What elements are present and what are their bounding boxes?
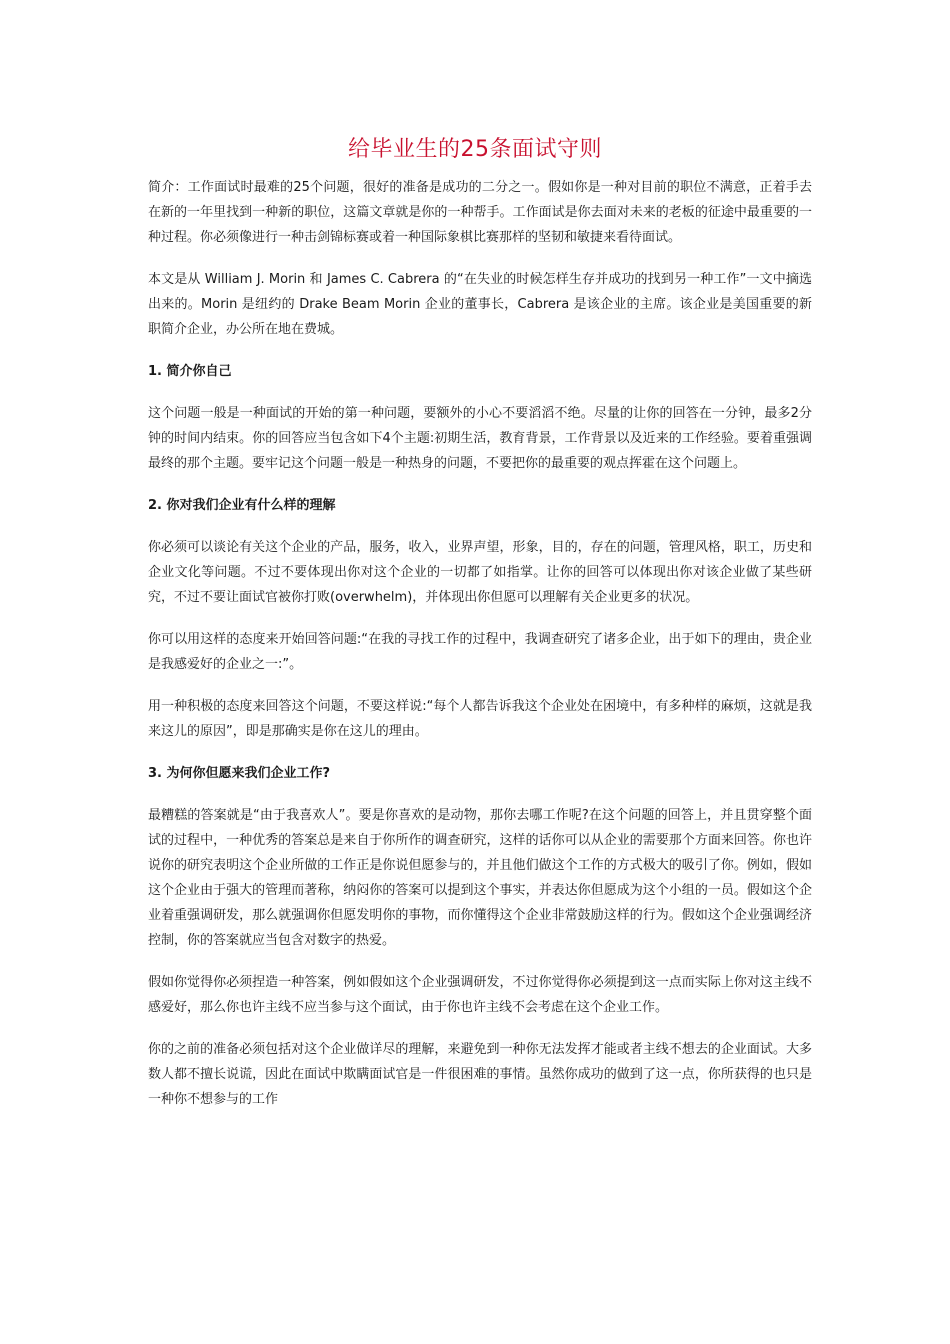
section-2-paragraph-2: 你可以用这样的态度来开始回答问题:“在我的寻找工作的过程中，我调查研究了诸多企业，出于如下的理由，贵企业是我感爱好的企业之一:”。 xyxy=(148,632,812,672)
section-2-paragraph-1: 你必须可以谈论有关这个企业的产品，服务，收入，业界声望，形象，目的，存在的问题，管理风格，职工，历史和企业文化等问题。不过不要体现出你对这个企业的一切都了如指掌。让你的回答可以体现出你对该企业做了某些研究，不过不要让面试官被你打败(overwhelm)，并体现出你但愿可以理解有关企业更多的状况。 xyxy=(148,540,812,605)
intro-paragraph: 简介：工作面试时最难的25个问题，很好的准备是成功的二分之一。假如你是一种对目前的职位不满意，正着手去在新的一年里找到一种新的职位，这篇文章就是你的一种帮手。工作面试是你去面对未来的老板的征途中最重要的一种过程。你必须像进行一种击剑锦标赛或着一种国际象棋比赛那样的坚韧和敏捷来看待面试。 xyxy=(148,180,812,245)
section-heading-3: 3. 为何你但愿来我们企业工作? xyxy=(148,766,331,781)
document-body xyxy=(148,175,812,1129)
section-2-paragraph-3: 用一种积极的态度来回答这个问题，不要这样说:“每个人都告诉我这个企业处在困境中，有多种样的麻烦，这就是我来这儿的原因”，即是那确实是你在这儿的理由。 xyxy=(148,699,812,739)
section-1-paragraph-1: 这个问题一般是一种面试的开始的第一种问题，要额外的小心不要滔滔不绝。尽量的让你的回答在一分钟，最多2分钟的时间内结束。你的回答应当包含如下4个主题:初期生活，教育背景，工作背景以及近来的工作经验。要着重强调最终的那个主题。要牢记这个问题一般是一种热身的问题，不要把你的最重要的观点挥霍在这个问题上。 xyxy=(148,406,812,471)
section-heading-1: 1. 简介你自己 xyxy=(148,364,232,379)
section-3-paragraph-3: 你的之前的准备必须包括对这个企业做详尽的理解，来避免到一种你无法发挥才能或者主线不想去的企业面试。大多数人都不擅长说谎，因此在面试中欺瞒面试官是一件很困难的事情。虽然你成功的做到了这一点，你所获得的也只是一种你不想参与的工作 xyxy=(148,1042,812,1107)
section-3-paragraph-2: 假如你觉得你必须捏造一种答案，例如假如这个企业强调研发，不过你觉得你必须提到这一点而实际上你对这主线不感爱好，那么你也许主线不应当参与这个面试，由于你也许主线不会考虑在这个企业工作。 xyxy=(148,975,812,1015)
document-title: 给毕业生的25条面试守则 xyxy=(348,137,602,162)
source-paragraph: 本文是从 William J. Morin 和 James C. Cabrera 的“在失业的时候怎样生存并成功的找到另一种工作”一文中摘选出来的。Morin 是纽约的 Drake Beam Morin 企业的董事长，Cabrera 是该企业的主席。该企业是美国重要的新职简介企业，办公所在地在费城。 xyxy=(148,272,812,337)
section-3-paragraph-1: 最糟糕的答案就是“由于我喜欢人”。要是你喜欢的是动物，那你去哪工作呢?在这个问题的回答上，并且贯穿整个面试的过程中，一种优秀的答案总是来自于你所作的调查研究，这样的话你可以从企业的需要那个方面来回答。你也许说你的研究表明这个企业所做的工作正是你说但愿参与的，并且他们做这个工作的方式极大的吸引了你。例如，假如这个企业由于强大的管理而著称，纳闷你的答案可以提到这个事实，并表达你但愿成为这个小组的一员。假如这个企业着重强调研发，那么就强调你但愿发明你的事物，而你懂得这个企业非常鼓励这样的行为。假如这个企业强调经济控制，你的答案就应当包含对数字的热爱。 xyxy=(148,808,812,948)
section-heading-2: 2. 你对我们企业有什么样的理解 xyxy=(148,498,336,513)
